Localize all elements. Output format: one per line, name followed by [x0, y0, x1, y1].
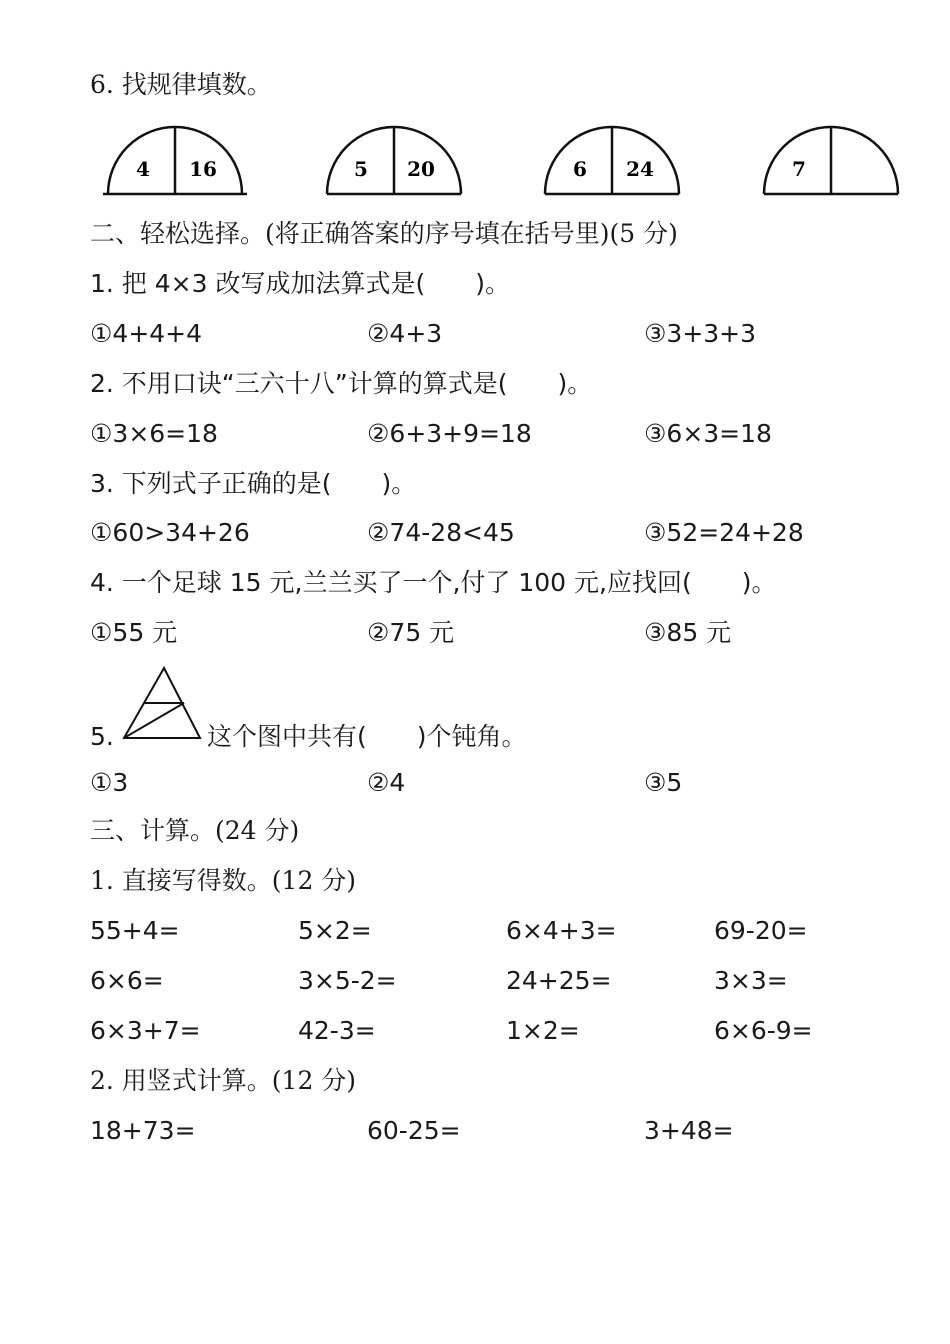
question-5-option-3[interactable]: ③5 — [644, 768, 683, 797]
question-2-option-1[interactable]: ①3×6=18 — [90, 419, 218, 448]
calc-item: 24+25= — [506, 966, 612, 995]
vertical-calc-item: 60-25= — [367, 1116, 461, 1145]
question-1-text: 1. 把 4×3 改写成加法算式是( )。 — [90, 269, 510, 298]
vertical-calc-item: 3+48= — [644, 1116, 734, 1145]
section-3-heading: 三、计算。(24 分) — [90, 816, 300, 845]
calc-item: 5×2= — [298, 916, 372, 945]
semicircle-2-left: 5 — [354, 157, 368, 181]
question-3-option-3[interactable]: ③52=24+28 — [644, 518, 804, 547]
question-2-option-2[interactable]: ②6+3+9=18 — [367, 419, 532, 448]
calc-item: 3×3= — [714, 966, 788, 995]
triangle-figure — [120, 664, 204, 744]
semicircle-diagrams — [0, 118, 950, 208]
calc-item: 3×5-2= — [298, 966, 397, 995]
semicircle-1-left: 4 — [136, 157, 150, 181]
semicircle-4-left: 7 — [792, 157, 806, 181]
calc-item: 6×3+7= — [90, 1016, 201, 1045]
question-5-number: 5. — [90, 722, 114, 751]
calc-item: 55+4= — [90, 916, 180, 945]
semicircle-2 — [327, 127, 461, 194]
question-4-option-3[interactable]: ③85 元 — [644, 618, 732, 647]
question-1-option-3[interactable]: ③3+3+3 — [644, 319, 757, 348]
calc-item: 1×2= — [506, 1016, 580, 1045]
calc-item: 42-3= — [298, 1016, 376, 1045]
question-4-option-1[interactable]: ①55 元 — [90, 618, 178, 647]
calc-item: 69-20= — [714, 916, 808, 945]
semicircle-4 — [764, 127, 898, 194]
question-3-text: 3. 下列式子正确的是( )。 — [90, 469, 417, 498]
calc-item: 6×6= — [90, 966, 164, 995]
semicircle-2-right: 20 — [407, 157, 435, 181]
section-2-heading: 二、轻松选择。(将正确答案的序号填在括号里)(5 分) — [90, 219, 678, 248]
question-3-option-1[interactable]: ①60>34+26 — [90, 518, 250, 547]
vertical-calc-item: 18+73= — [90, 1116, 196, 1145]
question-1-option-2[interactable]: ②4+3 — [367, 319, 443, 348]
calc-part-2-title: 2. 用竖式计算。(12 分) — [90, 1066, 357, 1095]
question-5-option-2[interactable]: ②4 — [367, 768, 406, 797]
question-4-text: 4. 一个足球 15 元,兰兰买了一个,付了 100 元,应找回( )。 — [90, 568, 777, 597]
question-1-option-1[interactable]: ①4+4+4 — [90, 319, 203, 348]
question-5-text: 这个图中共有( )个钝角。 — [207, 722, 527, 751]
semicircle-3 — [545, 127, 679, 194]
question-2-text: 2. 不用口诀“三六十八”计算的算式是( )。 — [90, 369, 593, 398]
semicircle-3-right: 24 — [626, 157, 654, 181]
q6-title: 6. 找规律填数。 — [90, 70, 272, 99]
calc-item: 6×4+3= — [506, 916, 617, 945]
semicircle-1 — [103, 127, 247, 194]
calc-part-1-title: 1. 直接写得数。(12 分) — [90, 866, 357, 895]
question-4-option-2[interactable]: ②75 元 — [367, 618, 455, 647]
question-5-option-1[interactable]: ①3 — [90, 768, 129, 797]
question-3-option-2[interactable]: ②74-28<45 — [367, 518, 515, 547]
calc-item: 6×6-9= — [714, 1016, 813, 1045]
semicircle-1-right: 16 — [189, 157, 217, 181]
question-2-option-3[interactable]: ③6×3=18 — [644, 419, 772, 448]
semicircle-3-left: 6 — [573, 157, 587, 181]
